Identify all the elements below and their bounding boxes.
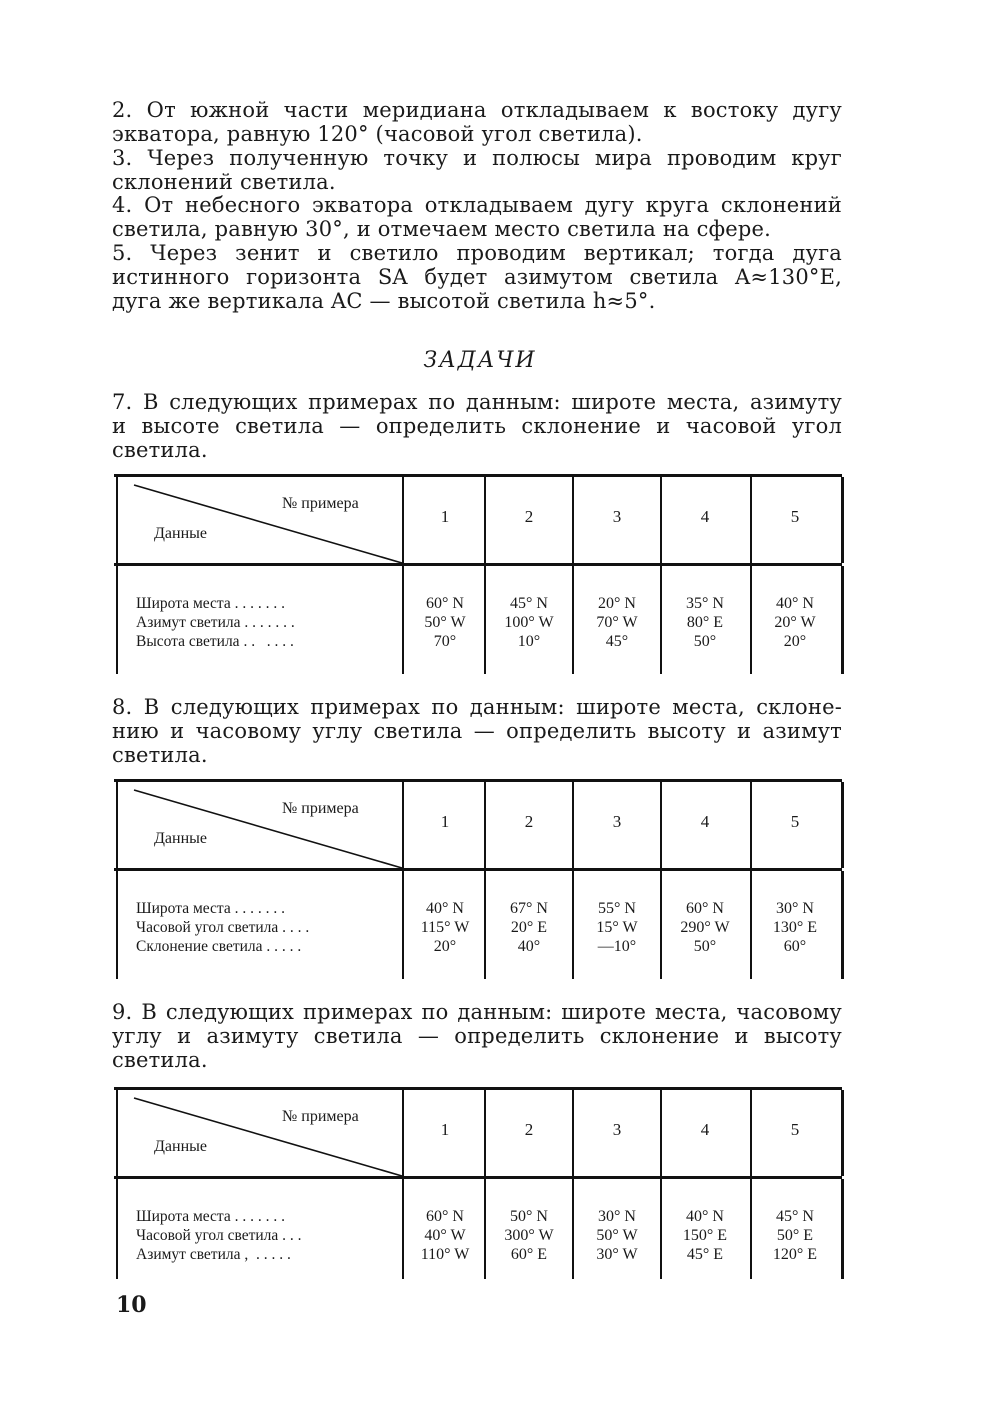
table-cell: 60° xyxy=(783,938,807,955)
text-line: и высоте светила — определить склонение и часовой угол xyxy=(112,414,842,438)
column-header: 1 xyxy=(440,1120,450,1139)
table-cell: 100° W xyxy=(504,614,554,631)
header-example-number: № примера xyxy=(282,495,359,512)
table-border xyxy=(841,477,844,563)
table-header xyxy=(114,477,842,566)
table-cell: 40° N xyxy=(686,1208,724,1225)
page-number: 10 xyxy=(116,1292,147,1318)
text-line: истинного горизонта SA будет азимутом светила A≈130°E, xyxy=(112,265,842,289)
table-cell: 150° E xyxy=(682,1227,728,1244)
table-header xyxy=(114,1090,842,1179)
header-data: Данные xyxy=(154,830,207,847)
table-cell: 15° W xyxy=(596,919,638,936)
table-header xyxy=(114,782,842,871)
table-body xyxy=(114,566,842,674)
text-line: 9. В следующих примерах по данным: широте места, часовому xyxy=(112,1000,842,1024)
row-label: Азимут светила , . . . . . xyxy=(136,1246,291,1263)
table-border xyxy=(116,1179,118,1279)
table-cell: 290° W xyxy=(680,919,730,936)
text-line: светила. xyxy=(112,743,208,767)
task-9-table xyxy=(114,1087,842,1279)
table-cell: 130° E xyxy=(772,919,818,936)
table-cell: 40° N xyxy=(776,595,814,612)
table-border xyxy=(841,1179,844,1279)
row-labels xyxy=(136,899,309,956)
value-column xyxy=(574,1207,660,1264)
task-7-table xyxy=(114,474,842,674)
value-column xyxy=(752,899,838,956)
value-column xyxy=(752,1207,838,1264)
table-cell: 45° xyxy=(605,633,629,650)
table-cell: 30° N xyxy=(598,1208,636,1225)
text-line: экватора, равную 120° (часовой угол светила). xyxy=(112,122,643,146)
table-cell: 67° N xyxy=(510,900,548,917)
column-header: 4 xyxy=(700,812,710,831)
column-header: 1 xyxy=(440,812,450,831)
table-border xyxy=(116,477,118,563)
value-column xyxy=(402,594,488,651)
table-cell: 45° N xyxy=(510,595,548,612)
table-cell: 35° N xyxy=(686,595,724,612)
value-column xyxy=(486,1207,572,1264)
value-column xyxy=(662,899,748,956)
text-line: 3. Через полученную точку и полюсы мира проводим круг xyxy=(112,146,842,170)
section-heading: ЗАДАЧИ xyxy=(423,348,537,373)
text-line: светила, равную 30°, и отмечаем место светила на сфере. xyxy=(112,217,772,241)
table-cell: 115° W xyxy=(420,919,470,936)
table-border xyxy=(841,1090,844,1176)
table-cell: 45° N xyxy=(776,1208,814,1225)
table-border xyxy=(841,871,844,979)
column-header: 3 xyxy=(612,1120,622,1139)
task-9-text xyxy=(112,1000,842,1072)
text-line: углу и азимуту светила — определить склонение и высоту xyxy=(112,1024,842,1048)
header-data: Данные xyxy=(154,1138,207,1155)
table-cell: 20° W xyxy=(774,614,816,631)
text-line: 8. В следующих примерах по данным: широте места, склоне- xyxy=(112,695,842,719)
text-line: светила. xyxy=(112,1048,208,1072)
value-column xyxy=(486,594,572,651)
table-cell: 45° E xyxy=(686,1246,724,1263)
table-cell: 50° N xyxy=(510,1208,548,1225)
column-header: 2 xyxy=(524,812,534,831)
table-cell: 50° xyxy=(693,938,717,955)
task-7-text xyxy=(112,390,842,462)
column-header: 4 xyxy=(700,1120,710,1139)
value-column xyxy=(574,899,660,956)
table-cell: 10° xyxy=(517,633,541,650)
table-border xyxy=(116,782,118,868)
table-cell: 40° xyxy=(517,938,541,955)
header-example-number: № примера xyxy=(282,800,359,817)
text-line: 5. Через зенит и светило проводим вертикал; тогда дуга xyxy=(112,241,842,265)
row-label: Широта места . . . . . . . xyxy=(136,1208,285,1225)
table-border xyxy=(116,566,118,674)
table-cell: 110° W xyxy=(420,1246,470,1263)
row-label: Склонение светила . . . . . xyxy=(136,938,302,955)
table-cell: 30° N xyxy=(776,900,814,917)
table-cell: 120° E xyxy=(772,1246,818,1263)
column-header: 3 xyxy=(612,812,622,831)
table-cell: 30° W xyxy=(596,1246,638,1263)
row-labels xyxy=(136,1207,302,1264)
column-header: 5 xyxy=(790,1120,800,1139)
intro-paragraph-4 xyxy=(112,193,842,241)
text-line: дуга же вертикала AC — высотой светила h≈5°. xyxy=(112,289,656,313)
table-cell: 50° W xyxy=(424,614,466,631)
table-body xyxy=(114,871,842,979)
table-cell: 55° N xyxy=(598,900,636,917)
value-column xyxy=(402,1207,488,1264)
table-cell: —10° xyxy=(597,938,637,955)
text-line: 2. От южной части меридиана откладываем к востоку дугу xyxy=(112,98,842,122)
column-header: 5 xyxy=(790,507,800,526)
table-cell: 40° N xyxy=(426,900,464,917)
header-data: Данные xyxy=(154,525,207,542)
table-border xyxy=(116,1090,118,1176)
header-diagonal xyxy=(114,1090,404,1176)
table-cell: 70° xyxy=(433,633,457,650)
row-label: Часовой угол светила . . . . xyxy=(136,919,310,936)
row-label: Азимут светила . . . . . . . xyxy=(136,614,295,631)
column-header: 1 xyxy=(440,507,450,526)
row-label: Часовой угол светила . . . xyxy=(136,1227,302,1244)
table-cell: 20° N xyxy=(598,595,636,612)
table-cell: 300° W xyxy=(504,1227,554,1244)
table-border xyxy=(841,566,844,674)
table-cell: 70° W xyxy=(596,614,638,631)
table-cell: 20° E xyxy=(510,919,548,936)
value-column xyxy=(574,594,660,651)
table-cell: 20° xyxy=(783,633,807,650)
header-diagonal xyxy=(114,477,404,563)
text-line: светила. xyxy=(112,438,208,462)
header-diagonal xyxy=(114,782,404,868)
row-label: Широта места . . . . . . . xyxy=(136,595,285,612)
table-cell: 60° N xyxy=(426,595,464,612)
text-line: склонений светила. xyxy=(112,170,336,194)
text-line: 7. В следующих примерах по данным: широте места, азимуту xyxy=(112,390,842,414)
table-border xyxy=(841,782,844,868)
value-column xyxy=(662,1207,748,1264)
table-cell: 20° xyxy=(433,938,457,955)
value-column xyxy=(486,899,572,956)
intro-paragraph-3 xyxy=(112,146,842,194)
text-line: нию и часовому углу светила — определить высоту и азимут xyxy=(112,719,842,743)
intro-paragraph-2 xyxy=(112,98,842,146)
column-header: 2 xyxy=(524,1120,534,1139)
value-column xyxy=(662,594,748,651)
header-example-number: № примера xyxy=(282,1108,359,1125)
value-column xyxy=(402,899,488,956)
column-header: 3 xyxy=(612,507,622,526)
table-cell: 50° W xyxy=(596,1227,638,1244)
column-header: 4 xyxy=(700,507,710,526)
task-8-table xyxy=(114,779,842,979)
table-cell: 50° xyxy=(693,633,717,650)
row-labels xyxy=(136,594,295,651)
column-header: 5 xyxy=(790,812,800,831)
table-cell: 60° N xyxy=(426,1208,464,1225)
table-cell: 80° E xyxy=(686,614,724,631)
row-label: Широта места . . . . . . . xyxy=(136,900,285,917)
table-cell: 60° E xyxy=(510,1246,548,1263)
table-border xyxy=(116,871,118,979)
task-8-text xyxy=(112,695,842,767)
row-label: Высота светила . . . . . . xyxy=(136,633,294,650)
text-line: 4. От небесного экватора откладываем дугу круга склонений xyxy=(112,193,842,217)
table-cell: 40° W xyxy=(424,1227,466,1244)
intro-paragraph-5 xyxy=(112,241,842,313)
table-cell: 60° N xyxy=(686,900,724,917)
table-body xyxy=(114,1179,842,1279)
value-column xyxy=(752,594,838,651)
table-cell: 50° E xyxy=(776,1227,814,1244)
column-header: 2 xyxy=(524,507,534,526)
